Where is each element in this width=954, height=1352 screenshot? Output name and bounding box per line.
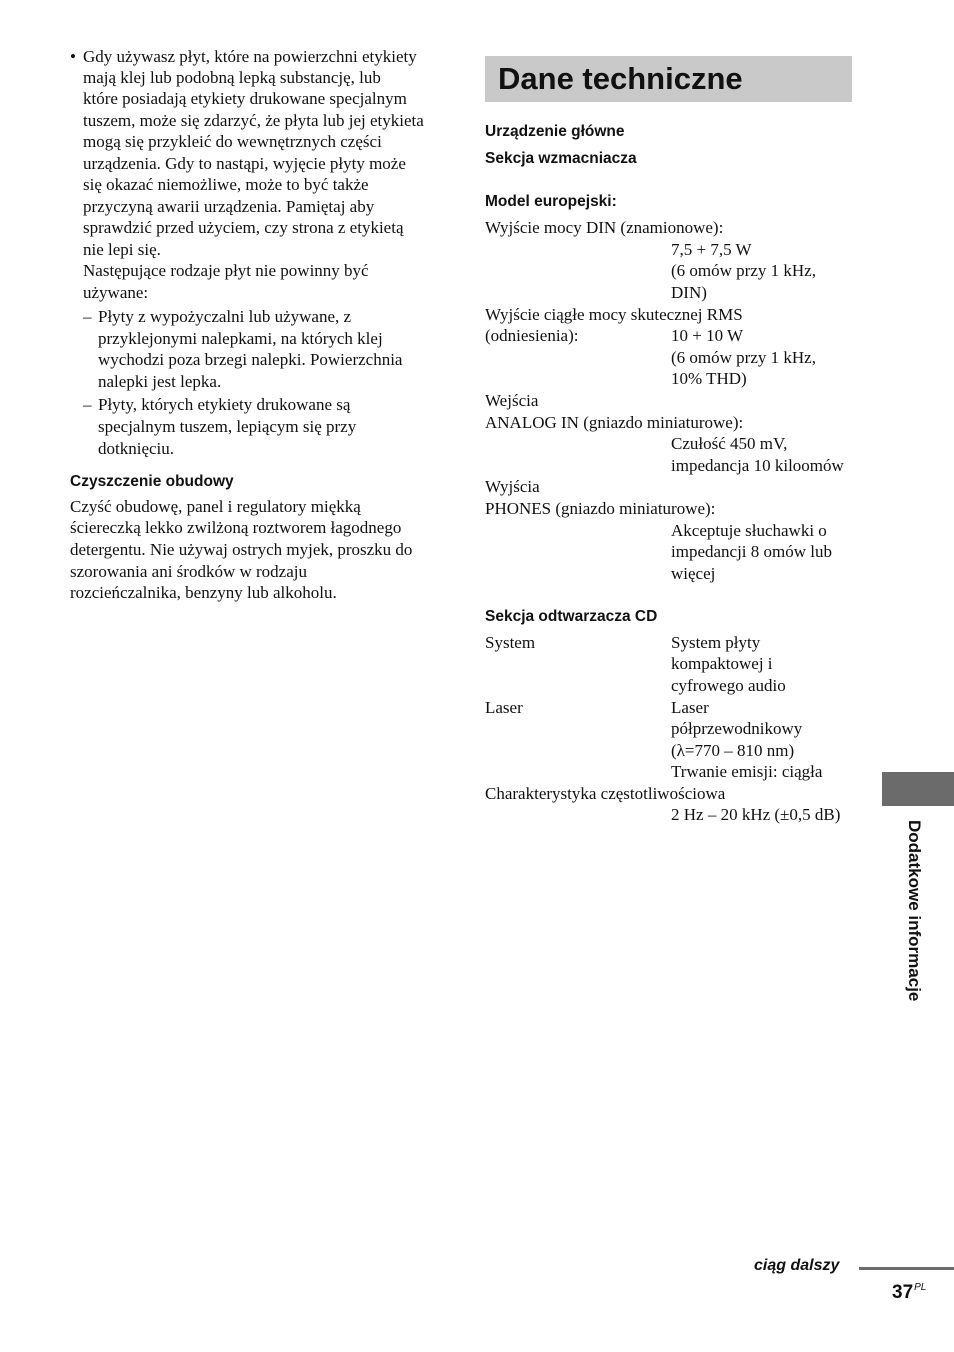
section-heading: Urządzenie główne bbox=[485, 123, 625, 140]
page-number-suffix: PL bbox=[914, 1282, 927, 1293]
text-line: wychodzi poza brzegi nalepki. Powierzchnia bbox=[98, 350, 403, 369]
spec-value: impedancji 8 omów lub bbox=[671, 542, 833, 561]
spec-value: więcej bbox=[671, 564, 716, 583]
spec-value: Trwanie emisji: ciągła bbox=[671, 762, 823, 781]
spec-value: (6 omów przy 1 kHz, bbox=[671, 261, 816, 280]
spec-value: półprzewodnikowy bbox=[671, 719, 803, 738]
spec-value: impedancja 10 kiloomów bbox=[671, 456, 844, 475]
spec-value: cyfrowego audio bbox=[671, 676, 786, 695]
section-heading: Sekcja wzmacniacza bbox=[485, 150, 637, 167]
text-line: Gdy używasz płyt, które na powierzchni etykiety bbox=[83, 47, 417, 66]
spec-label: (odniesienia): bbox=[485, 326, 579, 345]
text-line: Czyść obudowę, panel i regulatory miękką bbox=[70, 497, 361, 516]
text-line: nalepki jest lepka. bbox=[98, 372, 222, 391]
spec-value: 7,5 + 7,5 W bbox=[671, 240, 752, 259]
spec-value: Akceptuje słuchawki o bbox=[671, 521, 827, 540]
text-line: przyklejonymi nalepkami, na których klej bbox=[98, 329, 383, 348]
spec-value: System płyty bbox=[671, 633, 761, 652]
spec-label: System bbox=[485, 633, 536, 652]
spec-label: Wyjście ciągłe mocy skutecznej RMS bbox=[485, 305, 743, 324]
spec-label: Wyjścia bbox=[485, 477, 540, 496]
spec-label: ANALOG IN (gniazdo miniaturowe): bbox=[485, 413, 744, 432]
spec-value: Czułość 450 mV, bbox=[671, 434, 788, 453]
spec-value: Laser bbox=[671, 698, 709, 717]
spec-value: DIN) bbox=[671, 283, 707, 302]
section-heading: Czyszczenie obudowy bbox=[70, 473, 234, 490]
bullet: • bbox=[70, 47, 76, 66]
text-line: które posiadają etykiety drukowane specjalnym bbox=[83, 89, 407, 108]
text-line: Następujące rodzaje płyt nie powinny być bbox=[83, 261, 369, 280]
text-line: rozcieńczalnika, benzyny lub alkoholu. bbox=[70, 583, 337, 602]
text-line: dotknięciu. bbox=[98, 439, 175, 458]
section-heading: Sekcja odtwarzacza CD bbox=[485, 608, 658, 625]
spec-label: Wyjście mocy DIN (znamionowe): bbox=[485, 218, 724, 237]
text-line: nie lepi się. bbox=[83, 240, 161, 259]
text-line: sprawdzić przed użyciem, czy strona z etykietą bbox=[83, 218, 404, 237]
page-number-value: 37 bbox=[892, 1282, 914, 1303]
spec-label: Laser bbox=[485, 698, 523, 717]
section-tab-marker bbox=[882, 772, 954, 806]
title-banner bbox=[485, 56, 852, 102]
spec-label: Charakterystyka częstotliwościowa bbox=[485, 784, 726, 803]
continued-label: ciąg dalszy bbox=[754, 1257, 840, 1274]
text-line: ściereczką lekko zwilżoną roztworem łagodnego bbox=[70, 518, 402, 537]
spec-value: 2 Hz – 20 kHz (±0,5 dB) bbox=[671, 805, 841, 824]
text-line: używane: bbox=[83, 283, 149, 302]
dash: – bbox=[83, 307, 92, 326]
text-line: mogą się przykleić do wewnętrznych części bbox=[83, 132, 382, 151]
text-line: urządzenia. Gdy to nastąpi, wyjęcie płyty może bbox=[83, 154, 406, 173]
spec-value: (6 omów przy 1 kHz, bbox=[671, 348, 816, 367]
text-line: specjalnym tuszem, lepiącym się przy bbox=[98, 417, 357, 436]
text-line: Płyty z wypożyczalni lub używane, z bbox=[98, 307, 352, 326]
section-tab-label: Dodatkowe informacje bbox=[905, 820, 924, 1002]
page-number bbox=[892, 1282, 926, 1304]
dash: – bbox=[83, 395, 92, 414]
spec-value: 10 + 10 W bbox=[671, 326, 744, 345]
text-line: szorowania ani środków w rodzaju bbox=[70, 562, 307, 581]
spec-value: (λ=770 – 810 nm) bbox=[671, 741, 795, 760]
spec-label: Wejścia bbox=[485, 391, 539, 410]
spec-value: 10% THD) bbox=[671, 369, 747, 388]
text-line: tuszem, może się zdarzyć, że płyta lub jej etykieta bbox=[83, 111, 424, 130]
continued-rule bbox=[859, 1267, 954, 1270]
text-line: detergentu. Nie używaj ostrych myjek, proszku do bbox=[70, 540, 413, 559]
spec-value: kompaktowej i bbox=[671, 654, 773, 673]
text-line: się okazać niemożliwe, może to być także bbox=[83, 175, 369, 194]
text-line: mają klej lub podobną lepką substancję, lub bbox=[83, 68, 381, 87]
section-heading: Model europejski: bbox=[485, 193, 617, 210]
page-title: Dane techniczne bbox=[498, 61, 743, 96]
text-line: Płyty, których etykiety drukowane są bbox=[98, 395, 351, 414]
spec-label: PHONES (gniazdo miniaturowe): bbox=[485, 499, 716, 518]
text-line: przyczyną awarii urządzenia. Pamiętaj aby bbox=[83, 197, 375, 216]
